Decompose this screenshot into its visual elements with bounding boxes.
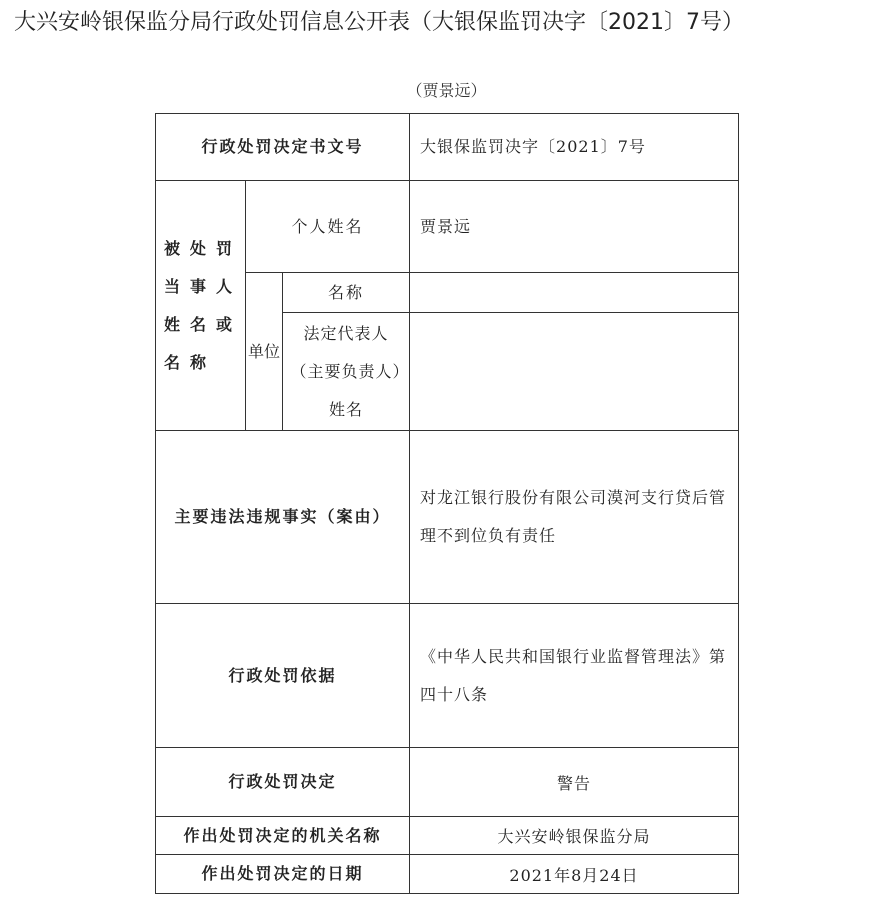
doc-no-value: 大银保监罚决字〔2021〕7号 [410, 114, 739, 181]
decision-label: 行政处罚决定 [156, 748, 410, 817]
legal-rep-value [410, 313, 739, 431]
unit-label: 单位 [246, 273, 283, 431]
page-title: 大兴安岭银保监分局行政处罚信息公开表（大银保监罚决字〔2021〕7号） [14, 10, 744, 35]
authority-label: 作出处罚决定的机关名称 [156, 817, 410, 855]
basis-value: 《中华人民共和国银行业监督管理法》第四十八条 [410, 604, 739, 748]
party-label: 被处罚当事人姓名或名称 [156, 181, 246, 431]
unit-name-label: 名称 [283, 273, 410, 313]
facts-label: 主要违法违规事实（案由） [156, 431, 410, 604]
basis-label: 行政处罚依据 [156, 604, 410, 748]
table-row [156, 817, 739, 855]
unit-name-value [410, 273, 739, 313]
table-row [156, 855, 739, 894]
decision-value: 警告 [410, 748, 739, 817]
authority-value: 大兴安岭银保监分局 [410, 817, 739, 855]
person-name-value: 贾景远 [410, 181, 739, 273]
facts-value: 对龙江银行股份有限公司漠河支行贷后管理不到位负有责任 [410, 431, 739, 604]
date-label: 作出处罚决定的日期 [156, 855, 410, 894]
table-row [156, 748, 739, 817]
table-row [156, 604, 739, 748]
penalty-info-table [155, 113, 739, 894]
legal-rep-label: 法定代表人（主要负责人）姓名 [283, 313, 410, 431]
doc-no-label: 行政处罚决定书文号 [156, 114, 410, 181]
person-name-label: 个人姓名 [246, 181, 410, 273]
table-row [156, 431, 739, 604]
subtitle: （贾景远） [406, 81, 487, 100]
table-row [156, 114, 739, 181]
table-row [156, 181, 739, 273]
date-value: 2021年8月24日 [410, 855, 739, 894]
